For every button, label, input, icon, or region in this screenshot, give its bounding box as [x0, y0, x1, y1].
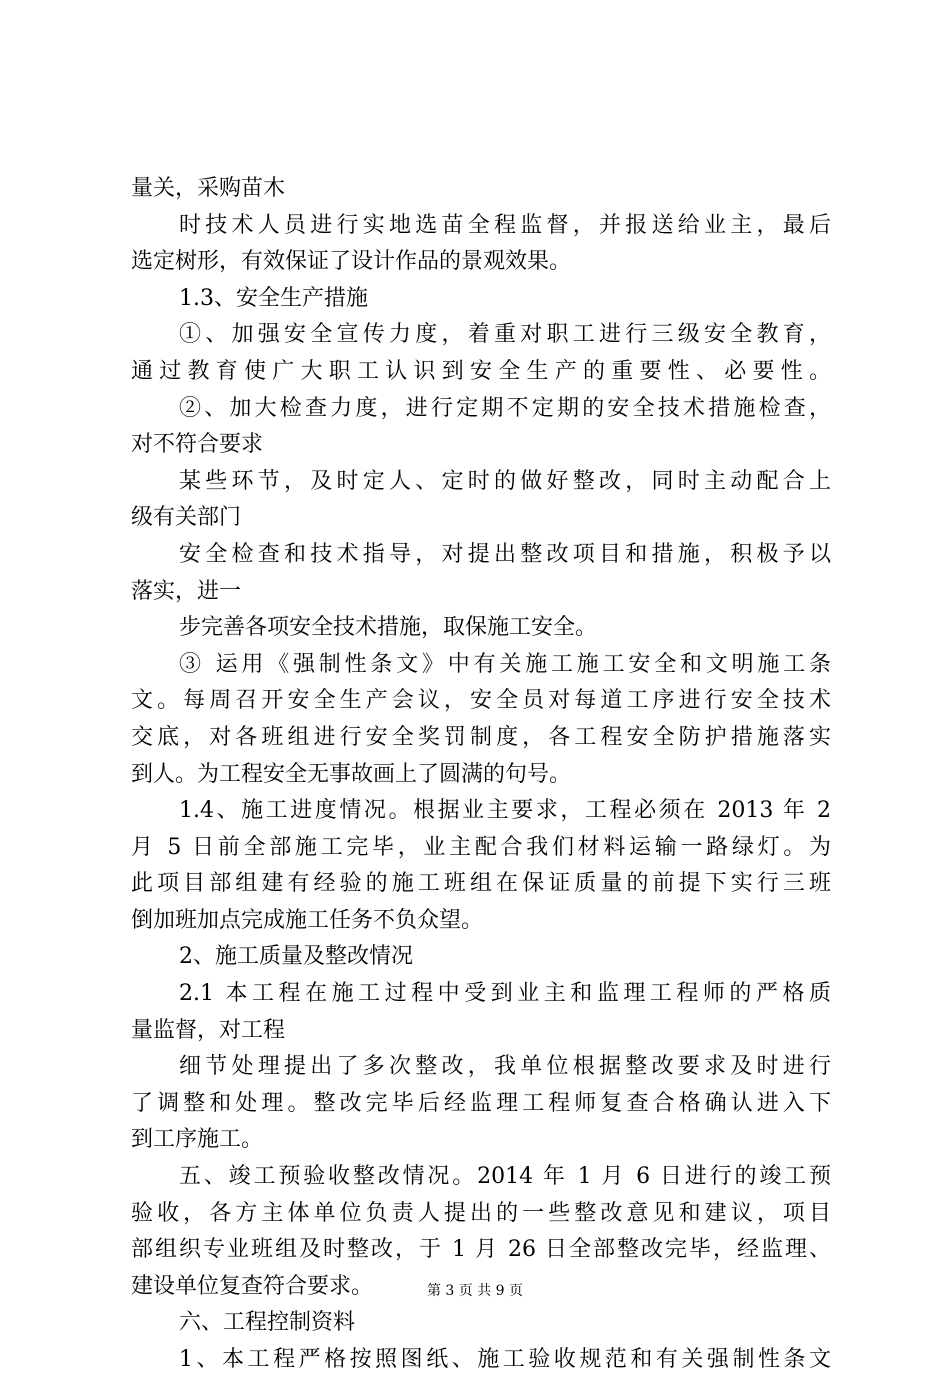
- page-number-footer: 第 3 页 共 9 页: [426, 1283, 524, 1299]
- text-line: 文。每周召开安全生产会议，安全员对每道工序进行安全技术: [131, 688, 831, 714]
- text-line: 到人。为工程安全无事故画上了圆满的句号。: [131, 761, 572, 787]
- text-line: ③ 运用《强制性条文》中有关施工施工安全和文明施工条: [179, 651, 831, 677]
- text-line: 选定树形，有效保证了设计作品的景观效果。: [131, 249, 572, 275]
- text-line: 了调整和处理。整改完毕后经监理工程师复查合格确认进入下: [131, 1090, 831, 1116]
- text-line: 1.4、施工进度情况。根据业主要求，工程必须在 2013 年 2: [179, 798, 831, 824]
- text-line: 量关，采购苗木: [131, 176, 286, 201]
- text-line: 验收，各方主体单位负责人提出的一些整改意见和建议，项目: [131, 1200, 831, 1226]
- body-text: [131, 171, 831, 1379]
- text-line: 落实，进一: [131, 578, 242, 604]
- section-heading: 2、施工质量及整改情况: [179, 944, 413, 970]
- text-line: 倒加班加点完成施工任务不负众望。: [131, 907, 484, 933]
- text-line: 量监督，对工程: [131, 1017, 286, 1043]
- text-line: 级有关部门: [131, 505, 242, 531]
- text-line: 月 5 日前全部施工完毕，业主配合我们材料运输一路绿灯。为: [131, 834, 831, 860]
- text-line: 安全检查和技术指导，对提出整改项目和措施，积极予以: [179, 541, 831, 567]
- text-line: 通过教育使广大职工认识到安全生产的重要性、必要性。: [131, 358, 831, 384]
- text-line: 时技术人员进行实地选苗全程监督，并报送给业主，最后: [179, 212, 831, 238]
- text-line: 细节处理提出了多次整改，我单位根据整改要求及时进行: [179, 1054, 831, 1080]
- text-line: 步完善各项安全技术措施，取保施工安全。: [179, 615, 598, 641]
- text-line: 1、本工程严格按照图纸、施工验收规范和有关强制性条文: [179, 1347, 831, 1372]
- section-heading: 五、竣工预验收整改情况。2014 年 1 月 6 日进行的竣工预: [179, 1164, 831, 1190]
- text-line: ①、加强安全宣传力度，着重对职工进行三级安全教育，: [179, 322, 831, 348]
- text-line: 此项目部组建有经验的施工班组在保证质量的前提下实行三班: [131, 871, 831, 897]
- text-line: 2.1 本工程在施工过程中受到业主和监理工程师的严格质: [179, 981, 831, 1007]
- text-line: 建设单位复查符合要求。: [131, 1273, 374, 1299]
- section-heading: 六、工程控制资料: [179, 1310, 356, 1336]
- text-line: 到工序施工。: [131, 1127, 264, 1153]
- text-line: 交底，对各班组进行安全奖罚制度，各工程安全防护措施落实: [131, 724, 831, 750]
- section-heading: 1.3、安全生产措施: [179, 285, 368, 311]
- text-line: ②、加大检查力度，进行定期不定期的安全技术措施检查，: [179, 395, 831, 421]
- text-line: 对不符合要求: [131, 432, 264, 458]
- text-line: 某些环节，及时定人、定时的做好整改，同时主动配合上: [179, 468, 831, 494]
- text-line: 部组织专业班组及时整改，于 1 月 26 日全部整改完毕，经监理、: [131, 1237, 831, 1263]
